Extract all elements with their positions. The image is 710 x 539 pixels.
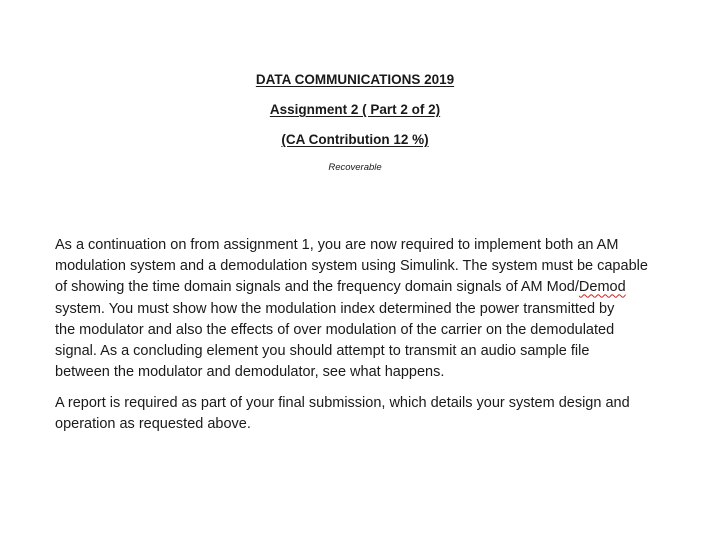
paragraph-line [55,277,660,298]
paragraph-line: A report is required as part of your final submission, which details your system design and [55,395,630,411]
paragraph-instructions [55,235,660,383]
assignment-subtitle: Assignment 2 ( Part 2 of 2) [269,102,441,117]
paragraph-line: between the modulator and demodulator, see what happens. [55,364,445,381]
paragraph-line: the modulator and also the effects of over modulation of the carrier on the demodulated [55,321,615,338]
recoverable-note: Recoverable [328,162,382,173]
paragraph-line: modulation system and a demodulation system using Simulink. The system must be capable [55,258,648,275]
spellcheck-word: Demod [578,279,626,296]
paragraph-line: As a continuation on from assignment 1, you are now required to implement both an AM [55,237,619,253]
paragraph-line: system. You must show how the modulation index determined the power transmitted by [55,300,615,317]
paragraph-report [55,393,660,435]
document-title: DATA COMMUNICATIONS 2019 [255,72,455,87]
paragraph-line: operation as requested above. [55,416,251,433]
ca-contribution: (CA Contribution 12 %) [281,132,429,147]
paragraph-line-text: of showing the time domain signals and the frequency domain signals of AM Mod/ [55,279,579,296]
paragraph-line: signal. As a concluding element you should attempt to transmit an audio sample file [55,343,590,360]
